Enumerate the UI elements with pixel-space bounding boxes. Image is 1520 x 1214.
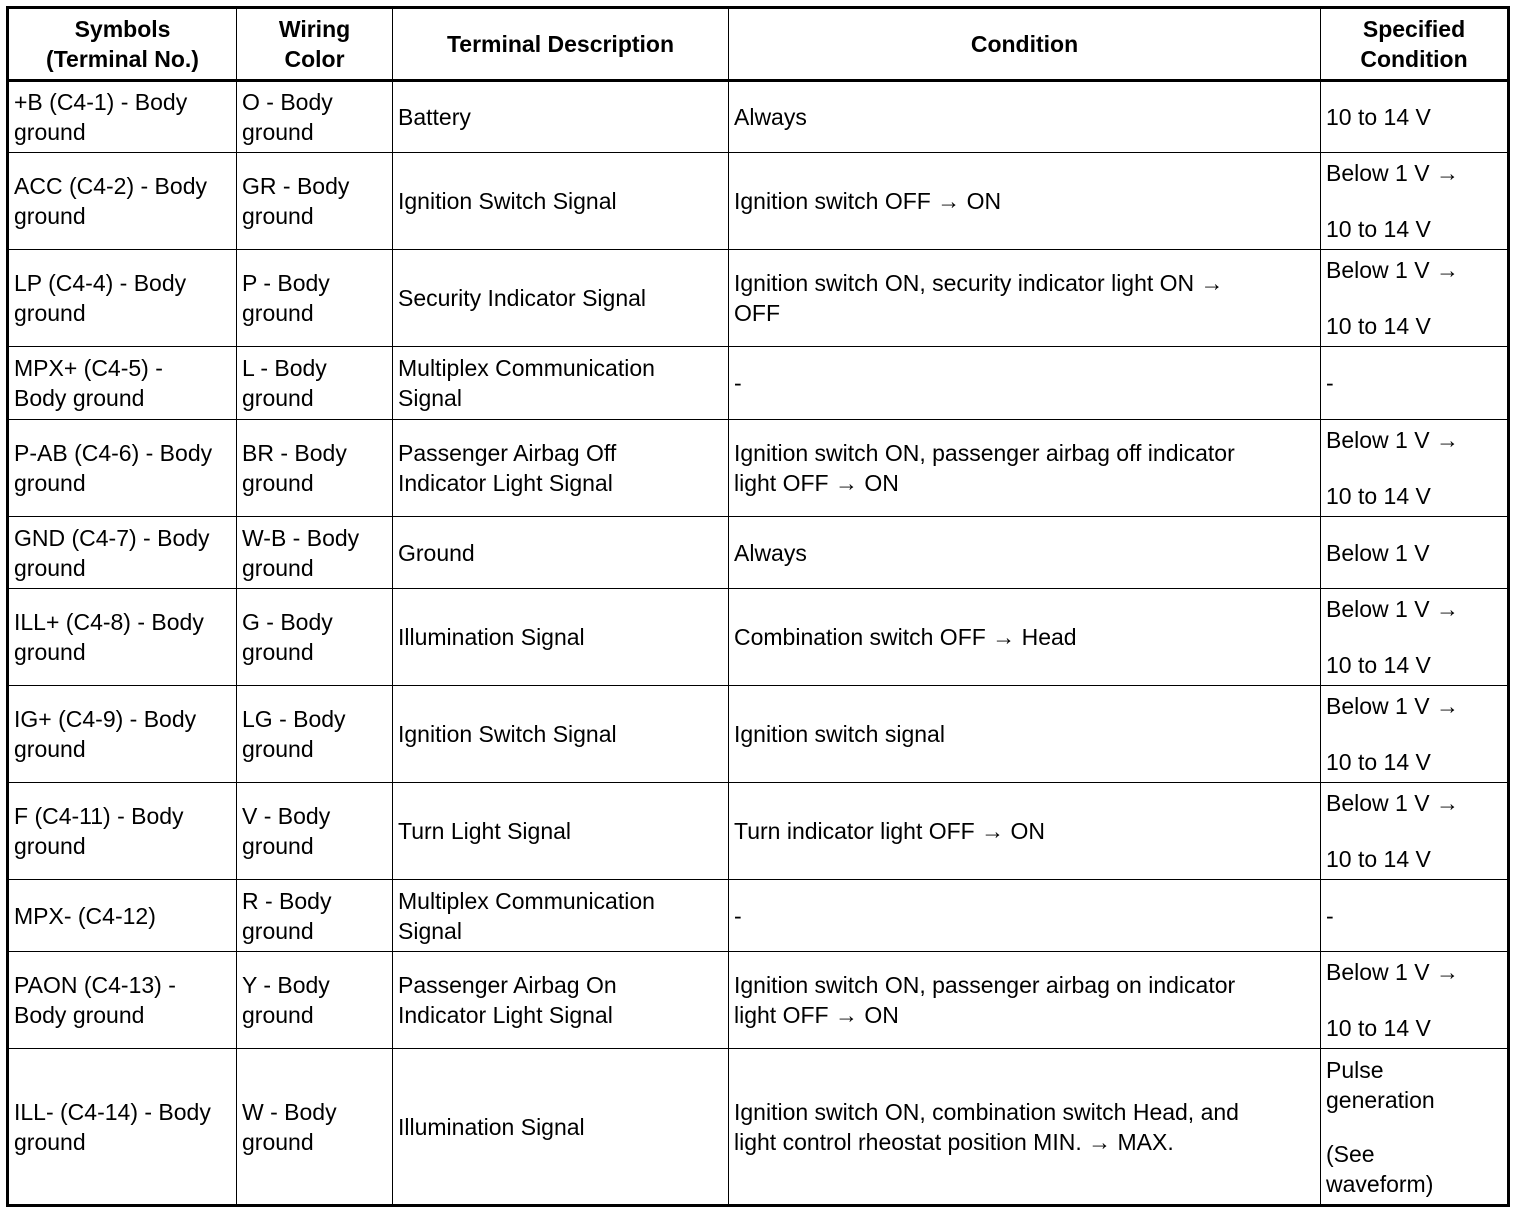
cell-specified-condition (1321, 783, 1509, 880)
table-row (8, 880, 1509, 952)
cell-condition-text: Ignition switch ON, passenger airbag off indicator light OFF → ON (734, 440, 1235, 496)
cell-terminal-description (393, 589, 729, 686)
cell-symbols (8, 589, 237, 686)
spec-value-secondary: 10 to 14 V (1326, 313, 1431, 339)
cell-wiring-color (237, 1049, 393, 1206)
header-condition: Condition (729, 8, 1321, 81)
spec-value-primary: Below 1 V → (1326, 959, 1459, 985)
table-row (8, 1049, 1509, 1206)
cell-wiring-color (237, 420, 393, 517)
cell-symbols (8, 347, 237, 420)
cell-wiring-color-text: W - Body ground (242, 1098, 337, 1155)
cell-symbols-text: IG+ (C4-9) - Body ground (14, 706, 197, 762)
cell-condition-text: Ignition switch ON, passenger airbag on indicator light OFF → ON (734, 972, 1236, 1028)
cell-terminal-description-text: Ignition Switch Signal (398, 721, 617, 747)
cell-terminal-description-text: Turn Light Signal (398, 818, 572, 844)
cell-terminal-description (393, 347, 729, 420)
cell-symbols (8, 686, 237, 783)
cell-terminal-description-text: Security Indicator Signal (398, 285, 647, 311)
cell-wiring-color-text: GR - Body ground (242, 173, 350, 229)
cell-terminal-description (393, 783, 729, 880)
cell-condition (729, 420, 1321, 517)
cell-condition-text: - (734, 902, 742, 929)
cell-condition (729, 1049, 1321, 1206)
cell-specified-condition (1321, 420, 1509, 517)
spec-value-primary: Below 1 V (1326, 539, 1430, 566)
cell-condition (729, 517, 1321, 589)
cell-terminal-description-text: Passenger Airbag On Indicator Light Signal (398, 972, 617, 1028)
cell-symbols-text: ACC (C4-2) - Body ground (14, 173, 207, 229)
cell-symbols (8, 880, 237, 952)
cell-symbols-text: +B (C4-1) - Body ground (14, 89, 188, 145)
cell-condition (729, 153, 1321, 250)
cell-terminal-description-text: Ignition Switch Signal (398, 188, 617, 214)
cell-terminal-description-text: Battery (398, 104, 471, 130)
cell-symbols (8, 153, 237, 250)
cell-terminal-description-text: Passenger Airbag Off Indicator Light Signal (398, 440, 617, 496)
cell-terminal-description-text: Multiplex Communication Signal (398, 887, 655, 944)
cell-specified-condition (1321, 686, 1509, 783)
cell-wiring-color-text: O - Body ground (242, 89, 333, 145)
cell-symbols-text: PAON (C4-13) - Body ground (14, 972, 176, 1028)
cell-wiring-color-text: BR - Body ground (242, 440, 347, 496)
cell-symbols (8, 1049, 237, 1206)
cell-condition-text: - (734, 370, 742, 396)
cell-wiring-color (237, 347, 393, 420)
spec-value-primary: Pulse generation (1326, 1056, 1435, 1113)
cell-condition (729, 783, 1321, 880)
cell-condition-text: Combination switch OFF → Head (734, 624, 1077, 650)
spec-value-primary: Below 1 V → (1326, 427, 1459, 453)
cell-wiring-color (237, 952, 393, 1049)
cell-wiring-color (237, 783, 393, 880)
cell-wiring-color (237, 686, 393, 783)
spec-value-secondary: 10 to 14 V (1326, 483, 1431, 509)
cell-condition-text: Always (734, 539, 807, 566)
cell-terminal-description (393, 153, 729, 250)
table-header-row (8, 8, 1509, 81)
table-row (8, 347, 1509, 420)
cell-condition-text: Always (734, 104, 807, 130)
cell-terminal-description-text: Ground (398, 539, 475, 566)
cell-condition (729, 952, 1321, 1049)
cell-wiring-color (237, 880, 393, 952)
cell-specified-condition (1321, 1049, 1509, 1206)
cell-wiring-color-text: P - Body ground (242, 270, 330, 326)
cell-wiring-color (237, 517, 393, 589)
cell-condition (729, 81, 1321, 153)
header-specified-condition: Specified Condition (1321, 8, 1509, 81)
cell-condition-text: Ignition switch ON, security indicator light ON → OFF (734, 270, 1224, 326)
cell-terminal-description (393, 517, 729, 589)
cell-wiring-color (237, 589, 393, 686)
table-row (8, 81, 1509, 153)
cell-condition (729, 686, 1321, 783)
header-terminal-description: Terminal Description (393, 8, 729, 81)
cell-terminal-description-text: Illumination Signal (398, 624, 585, 650)
spec-value-primary: Below 1 V → (1326, 693, 1459, 719)
table-row (8, 420, 1509, 517)
cell-specified-condition (1321, 81, 1509, 153)
cell-symbols-text: GND (C4-7) - Body ground (14, 524, 210, 581)
cell-wiring-color-text: V - Body ground (242, 803, 331, 859)
table-row (8, 517, 1509, 589)
cell-symbols (8, 783, 237, 880)
cell-specified-condition (1321, 517, 1509, 589)
table-row (8, 153, 1509, 250)
cell-symbols-text: LP (C4-4) - Body ground (14, 270, 187, 326)
cell-specified-condition (1321, 952, 1509, 1049)
header-symbols: Symbols (Terminal No.) (8, 8, 237, 81)
cell-symbols-text: ILL- (C4-14) - Body ground (14, 1098, 211, 1155)
cell-symbols (8, 250, 237, 347)
spec-value-primary: Below 1 V → (1326, 790, 1459, 816)
cell-wiring-color-text: R - Body ground (242, 887, 332, 944)
spec-value-secondary: 10 to 14 V (1326, 1015, 1431, 1041)
cell-terminal-description (393, 686, 729, 783)
cell-symbols-text: MPX+ (C4-5) - Body ground (14, 355, 163, 411)
cell-specified-condition (1321, 880, 1509, 952)
spec-value-secondary: 10 to 14 V (1326, 846, 1431, 872)
cell-terminal-description (393, 880, 729, 952)
cell-condition (729, 347, 1321, 420)
cell-specified-condition (1321, 153, 1509, 250)
spec-value-primary: Below 1 V → (1326, 257, 1459, 283)
cell-terminal-description (393, 1049, 729, 1206)
cell-condition (729, 880, 1321, 952)
cell-specified-condition (1321, 589, 1509, 686)
cell-terminal-description (393, 250, 729, 347)
cell-wiring-color-text: G - Body ground (242, 609, 333, 665)
cell-wiring-color-text: LG - Body ground (242, 706, 346, 762)
spec-value-primary: 10 to 14 V (1326, 104, 1431, 130)
spec-value-secondary: 10 to 14 V (1326, 652, 1431, 678)
cell-condition (729, 589, 1321, 686)
table-row (8, 589, 1509, 686)
spec-value-primary: - (1326, 370, 1334, 396)
cell-symbols (8, 517, 237, 589)
cell-wiring-color-text: W-B - Body ground (242, 524, 360, 581)
cell-terminal-description-text: Multiplex Communication Signal (398, 355, 655, 411)
table-row (8, 952, 1509, 1049)
terminal-inspection-table (6, 6, 1510, 1207)
header-wiring-color: Wiring Color (237, 8, 393, 81)
cell-symbols-text: P-AB (C4-6) - Body ground (14, 440, 213, 496)
cell-symbols (8, 81, 237, 153)
cell-symbols (8, 952, 237, 1049)
cell-symbols (8, 420, 237, 517)
cell-terminal-description-text: Illumination Signal (398, 1113, 585, 1140)
cell-symbols-text: MPX- (C4-12) (14, 902, 156, 929)
spec-value-secondary: 10 to 14 V (1326, 216, 1431, 242)
cell-symbols-text: ILL+ (C4-8) - Body ground (14, 609, 204, 665)
cell-wiring-color (237, 81, 393, 153)
spec-value-secondary: (See waveform) (1326, 1140, 1434, 1197)
cell-terminal-description (393, 81, 729, 153)
cell-wiring-color-text: L - Body ground (242, 355, 327, 411)
cell-symbols-text: F (C4-11) - Body ground (14, 803, 184, 859)
spec-value-primary: Below 1 V → (1326, 160, 1459, 186)
spec-value-secondary: 10 to 14 V (1326, 749, 1431, 775)
cell-terminal-description (393, 420, 729, 517)
cell-condition-text: Ignition switch ON, combination switch Head, and light control rheostat position MIN. → MAX. (734, 1098, 1239, 1155)
cell-wiring-color (237, 153, 393, 250)
cell-condition-text: Ignition switch signal (734, 721, 945, 747)
cell-condition-text: Turn indicator light OFF → ON (734, 818, 1046, 844)
cell-wiring-color-text: Y - Body ground (242, 972, 330, 1028)
cell-condition (729, 250, 1321, 347)
cell-terminal-description (393, 952, 729, 1049)
cell-wiring-color (237, 250, 393, 347)
spec-value-primary: Below 1 V → (1326, 596, 1459, 622)
cell-specified-condition (1321, 250, 1509, 347)
table-row (8, 686, 1509, 783)
table-row (8, 783, 1509, 880)
cell-condition-text: Ignition switch OFF → ON (734, 188, 1002, 214)
spec-value-primary: - (1326, 902, 1334, 929)
table-row (8, 250, 1509, 347)
cell-specified-condition (1321, 347, 1509, 420)
